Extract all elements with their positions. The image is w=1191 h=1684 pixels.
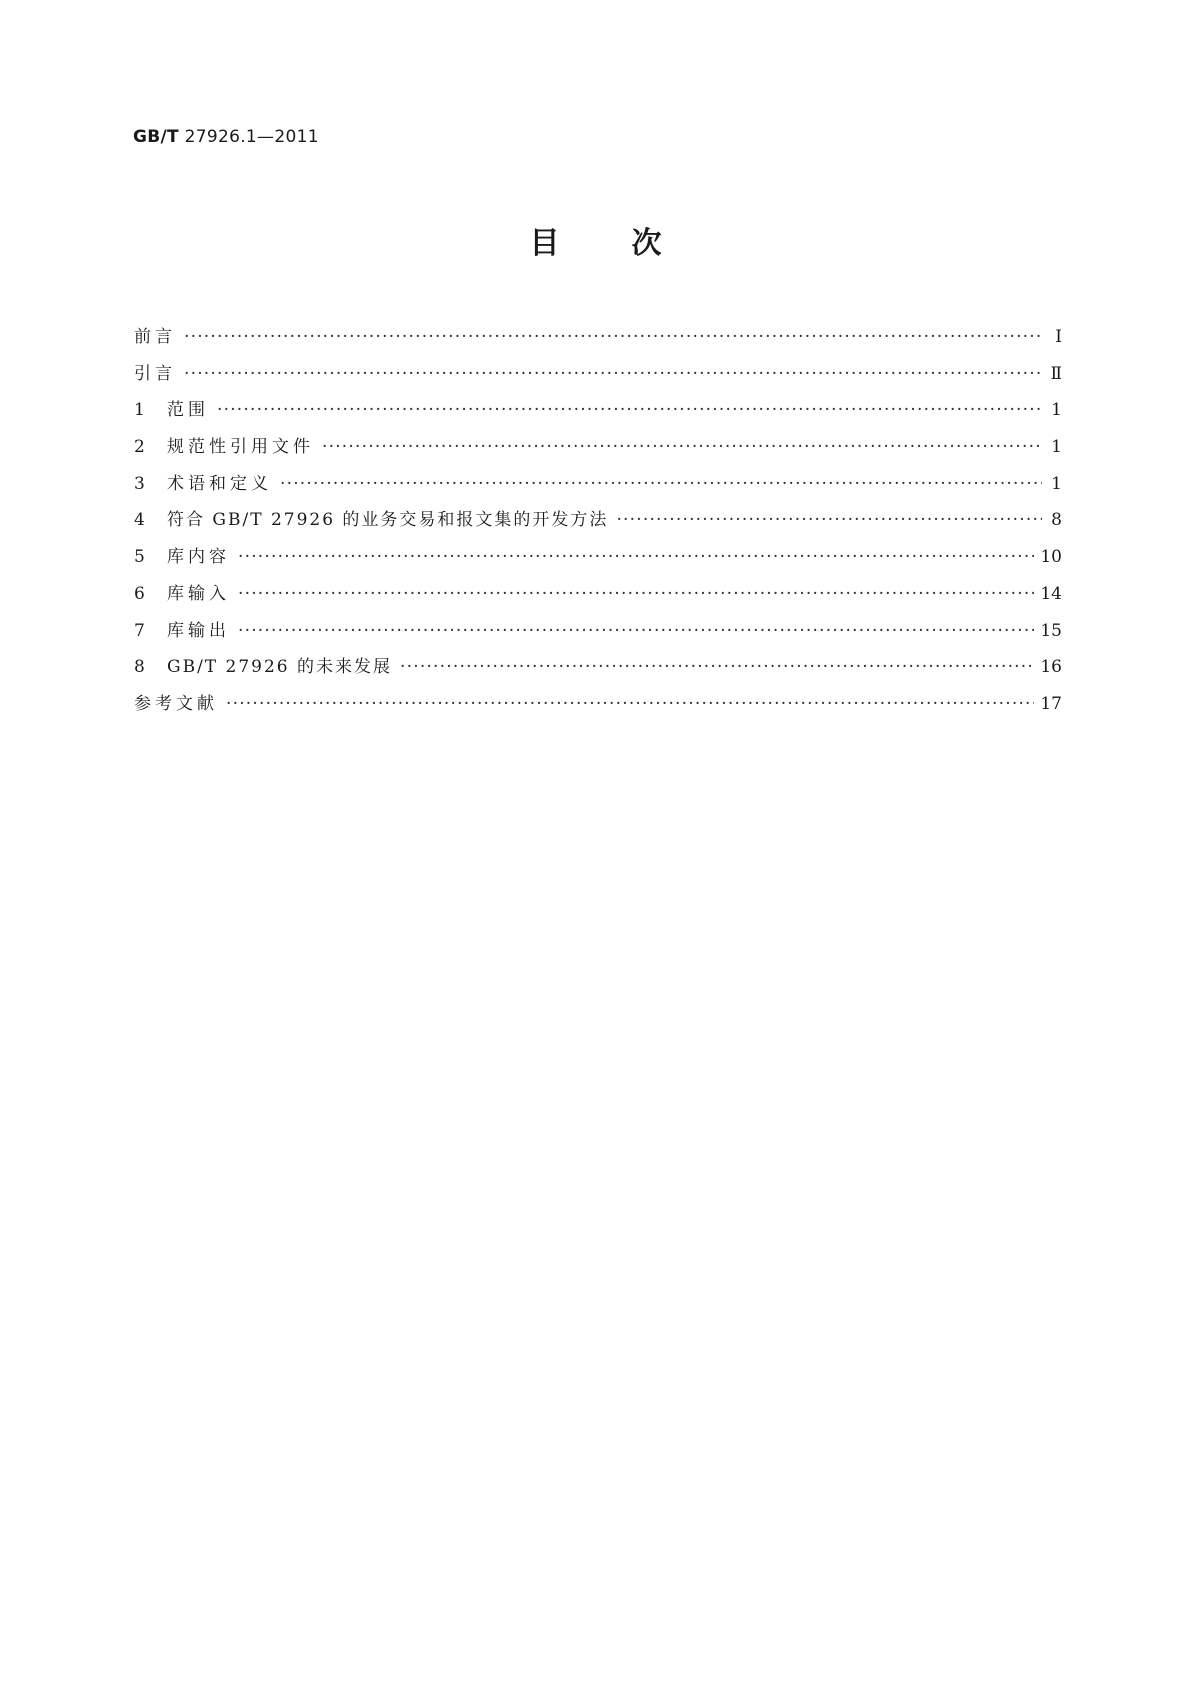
toc-entry-number: 3 bbox=[134, 473, 145, 494]
toc-entry-label: 库内容 bbox=[167, 547, 230, 568]
toc-entry-label: 库输出 bbox=[167, 620, 230, 641]
toc-entry-label: 引言 bbox=[134, 363, 176, 384]
toc-entry-bibliography[interactable] bbox=[134, 693, 1062, 730]
toc-entry-number: 2 bbox=[134, 437, 145, 458]
toc-leader-dots bbox=[238, 620, 1034, 642]
toc-leader-dots bbox=[184, 363, 1042, 385]
toc-entry-page: Ⅰ bbox=[1055, 327, 1062, 347]
toc-entry-page: 1 bbox=[1051, 473, 1062, 494]
toc-entry-label: 参考文献 bbox=[134, 693, 218, 714]
toc-entry-number: 7 bbox=[134, 620, 145, 641]
toc-entry-foreword[interactable] bbox=[134, 326, 1062, 363]
table-of-contents bbox=[134, 326, 1062, 730]
toc-entry-4[interactable] bbox=[134, 509, 1062, 546]
toc-leader-dots bbox=[616, 509, 1042, 531]
title-char-1: 目 bbox=[529, 226, 560, 261]
title-char-2: 次 bbox=[631, 226, 662, 261]
toc-entry-page: 15 bbox=[1040, 620, 1062, 641]
toc-entry-introduction[interactable] bbox=[134, 363, 1062, 400]
page-title bbox=[0, 224, 1191, 264]
toc-entry-label: 符合 GB/T 27926 的业务交易和报文集的开发方法 bbox=[167, 510, 609, 531]
toc-entry-8[interactable] bbox=[134, 656, 1062, 693]
toc-entry-page: 1 bbox=[1051, 400, 1062, 421]
toc-leader-dots bbox=[184, 326, 1042, 348]
toc-entry-5[interactable] bbox=[134, 546, 1062, 583]
toc-entry-1[interactable] bbox=[134, 399, 1062, 436]
toc-entry-page: 16 bbox=[1040, 657, 1062, 678]
toc-entry-6[interactable] bbox=[134, 583, 1062, 620]
toc-entry-number: 8 bbox=[134, 657, 145, 678]
toc-entry-7[interactable] bbox=[134, 620, 1062, 657]
toc-entry-page: Ⅱ bbox=[1050, 363, 1062, 384]
toc-entry-page: 1 bbox=[1051, 437, 1062, 458]
toc-entry-number: 5 bbox=[134, 547, 145, 568]
toc-leader-dots bbox=[238, 546, 1034, 568]
toc-leader-dots bbox=[226, 693, 1034, 715]
toc-entry-label: 前言 bbox=[134, 327, 176, 347]
toc-leader-dots bbox=[238, 583, 1034, 605]
toc-entry-page: 14 bbox=[1040, 583, 1062, 604]
toc-leader-dots bbox=[322, 436, 1042, 458]
toc-entry-label: 范围 bbox=[167, 400, 209, 421]
toc-entry-label: 术语和定义 bbox=[167, 473, 272, 494]
toc-entry-3[interactable] bbox=[134, 473, 1062, 510]
standard-code bbox=[133, 127, 319, 147]
toc-entry-number: 6 bbox=[134, 583, 145, 604]
toc-entry-number: 4 bbox=[134, 510, 145, 531]
standard-code-number: 27926.1—2011 bbox=[184, 127, 319, 147]
toc-entry-label: GB/T 27926 的未来发展 bbox=[167, 657, 393, 678]
toc-entry-page: 8 bbox=[1051, 510, 1062, 531]
toc-entry-label: 规范性引用文件 bbox=[167, 437, 314, 458]
toc-entry-page: 17 bbox=[1040, 693, 1062, 714]
standard-code-prefix: GB/T bbox=[133, 127, 179, 147]
toc-leader-dots bbox=[400, 656, 1034, 678]
toc-entry-2[interactable] bbox=[134, 436, 1062, 473]
toc-entry-number: 1 bbox=[134, 400, 145, 421]
toc-leader-dots bbox=[217, 399, 1042, 421]
toc-leader-dots bbox=[280, 473, 1042, 495]
toc-entry-label: 库输入 bbox=[167, 583, 230, 604]
toc-entry-page: 10 bbox=[1040, 547, 1062, 568]
